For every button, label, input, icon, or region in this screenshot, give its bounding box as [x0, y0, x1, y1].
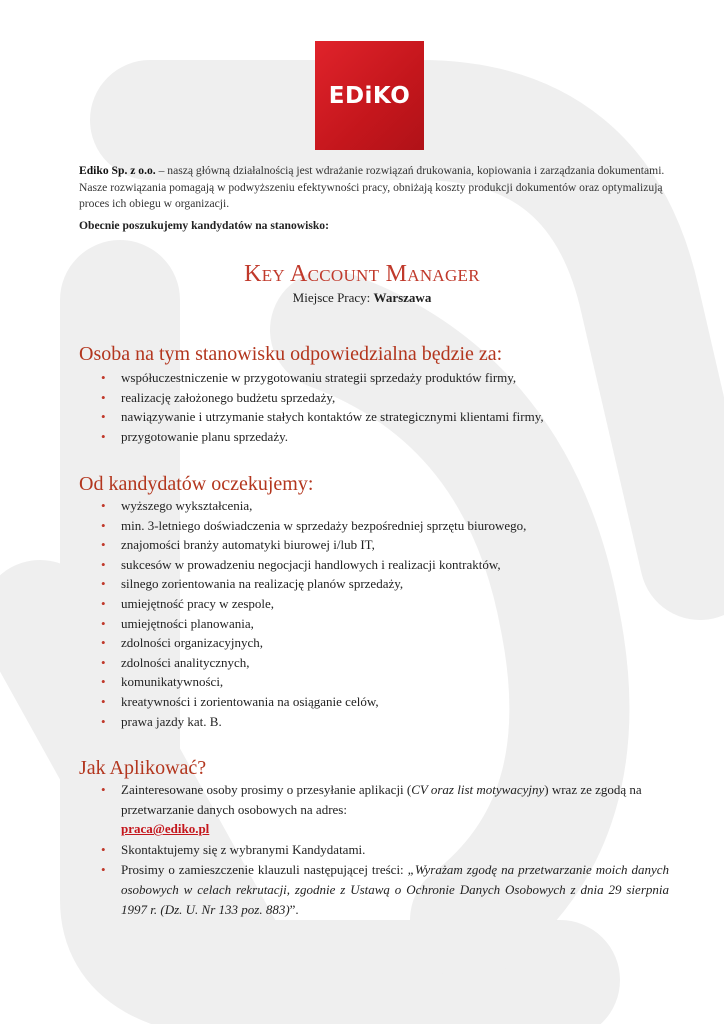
job-location [0, 290, 724, 306]
list-item: • zdolności analitycznych, [79, 653, 669, 673]
list-item: • kreatywności i zorientowania na osiąganie celów, [79, 692, 669, 712]
consent-clause: „Wyrażam zgodę na przetwarzanie moich danych osobowych w celach rekrutacji, zgodnie z Ustawą o Ochronie Danych Osobowych z dnia 29 sierpnia 1997 r. (Dz. U. Nr 133 poz. 883) [121, 862, 670, 917]
bullet-icon: • [101, 595, 106, 611]
bullet-icon: • [101, 389, 106, 405]
list-item: • Zainteresowane osoby prosimy o przesyłanie aplikacji (CV oraz list motywacyjny) wraz ze zgodą na przetwarzanie danych osobowych na adres: praca@ediko.pl [101, 782, 642, 837]
list-item: • prawa jazdy kat. B. [79, 712, 669, 732]
bullet-icon: • [101, 674, 106, 690]
location-label: Miejsce Pracy: [292, 290, 374, 305]
seeking-label: Obecnie poszukujemy kandydatów na stanowisko: [79, 219, 329, 232]
company-name: Ediko Sp. z o.o. [79, 164, 156, 177]
job-title: Key Account Manager [244, 261, 480, 287]
list-item: • znajomości branży automatyki biurowej i/lub IT, [79, 535, 669, 555]
bullet-icon: • [101, 498, 106, 513]
bullet-icon: • [101, 370, 106, 385]
bullet-icon: • [101, 576, 106, 592]
list-item: • nawiązywanie i utrzymanie stałych kontaktów ze strategicznymi klientami firmy, [79, 407, 669, 427]
list-item: • umiejętności planowania, [79, 614, 669, 634]
bullet-icon: • [101, 615, 106, 631]
company-intro [79, 163, 669, 213]
bullet-icon: • [101, 428, 106, 444]
list-item: • min. 3-letniego doświadczenia w sprzedaży bezpośredniej sprzętu biurowego, [79, 516, 669, 536]
bullet-icon: • [101, 782, 106, 797]
bullet-icon: • [101, 517, 106, 533]
bullet-icon: • [101, 841, 106, 857]
apply-list [79, 780, 669, 920]
list-item: • komunikatywności, [79, 672, 669, 692]
location-value: Warszawa [373, 290, 432, 305]
requirements-heading: Od kandydatów oczekujemy: [79, 473, 314, 495]
bullet-icon: • [101, 635, 106, 651]
list-item: • Prosimy o zamieszczenie klauzuli następującej treści: „Wyrażam zgodę na przetwarzanie moich danych osobowych w celach rekrutacji, zgodnie z Ustawą o Ochronie Danych Osobowych z dnia 29 sierpnia 1997 r. (Dz. U. Nr 133 poz. 883)”. [101, 862, 670, 917]
cv-note: CV oraz list motywacyjny [411, 782, 545, 797]
intro-text: – naszą główną działalnością jest wdrażanie rozwiązań drukowania, kopiowania i zarządzania dokumentami. Nasze rozwiązania pomagają w podwyższeniu efektywności pracy, obniżają koszty produkcji dokumentów oraz optymalizują proces ich obiegu w organizacji. [79, 164, 665, 211]
apply-heading: Jak Aplikować? [79, 757, 207, 779]
ediko-logo [315, 41, 424, 150]
list-item: • Skontaktujemy się z wybranymi Kandydatami. [79, 840, 669, 860]
bullet-icon: • [101, 713, 106, 729]
email-link[interactable]: praca@ediko.pl [121, 821, 210, 837]
list-item: • umiejętność pracy w zespole, [79, 594, 669, 614]
list-item: • zdolności organizacyjnych, [79, 633, 669, 653]
list-item: • przygotowanie planu sprzedaży. [79, 427, 669, 447]
logo-text: EDiKO [328, 82, 411, 109]
list-item: • realizację założonego budżetu sprzedaży, [79, 388, 669, 408]
responsibilities-list [79, 368, 669, 446]
list-item: • sukcesów w prowadzeniu negocjacji handlowych i realizacji kontraktów, [79, 555, 669, 575]
bullet-icon: • [101, 862, 106, 878]
bullet-icon: • [101, 409, 106, 425]
bullet-icon: • [101, 693, 106, 709]
bullet-icon: • [101, 654, 106, 670]
list-item: • współuczestniczenie w przygotowaniu strategii sprzedaży produktów firmy, [79, 368, 669, 388]
list-item: • silnego zorientowania na realizację planów sprzedaży, [79, 574, 669, 594]
list-item: • wyższego wykształcenia, [79, 496, 669, 516]
bullet-icon: • [101, 537, 106, 553]
responsibilities-heading: Osoba na tym stanowisku odpowiedzialna będzie za: [79, 343, 503, 365]
bullet-icon: • [101, 556, 106, 572]
requirements-list [79, 496, 669, 731]
